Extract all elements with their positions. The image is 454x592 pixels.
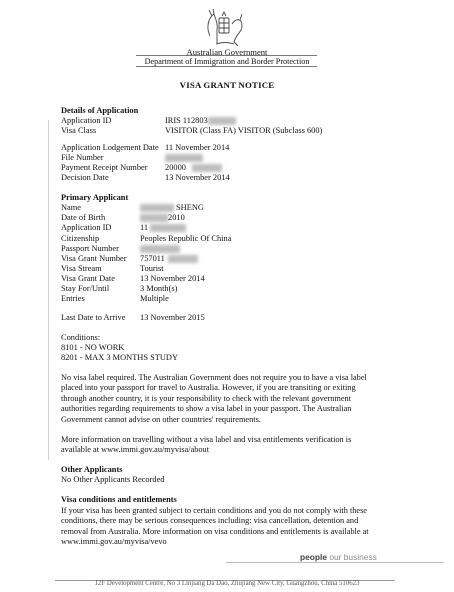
paragraph-line: Government cannot advise on other countries' requirements.	[61, 414, 261, 424]
footer-divider	[226, 562, 444, 563]
other-applicants-heading: Other Applicants	[61, 465, 123, 474]
visa-class-value: VISITOR (Class FA) VISITOR (Subclass 600)	[165, 126, 323, 135]
redaction	[165, 154, 203, 162]
page-title: VISA GRANT NOTICE	[179, 80, 275, 90]
payment-receipt-value: 20000	[165, 163, 186, 172]
footer-brand	[300, 552, 377, 562]
paragraph-line: through another country, it is your responsibility to check with the relevant government	[61, 393, 352, 403]
more-info-paragraph	[61, 435, 401, 456]
lodgement-date-label: Application Lodgement Date	[61, 143, 159, 152]
name-label: Name	[61, 203, 81, 212]
entries-value: Multiple	[140, 294, 169, 303]
application-id-value: IRIS 112803	[165, 116, 208, 125]
file-number-label: File Number	[61, 153, 104, 162]
paragraph-line: More information on travelling without a visa label and visa entitlements verification is	[61, 435, 352, 444]
redaction	[140, 214, 168, 222]
citizenship-label: Citizenship	[61, 234, 100, 243]
visa-class-label: Visa Class	[61, 126, 97, 135]
primary-application-id-label: Application ID	[61, 223, 112, 232]
entries-label: Entries	[61, 294, 85, 303]
conditions-heading: Conditions:	[61, 333, 101, 342]
paragraph-line: If your visa has been granted subject to certain conditions and you do not comply with these	[61, 506, 367, 515]
brand-tagline: our business	[329, 552, 377, 562]
footer-address: 12F Development Centre, No 3 Linjiang Da Dao, Zhujiang New City, Guangzhou, China 510623	[94, 580, 360, 587]
dob-label: Date of Birth	[61, 213, 106, 222]
last-date-label: Last Date to Arrive	[61, 313, 126, 322]
visa-stream-label: Visa Stream	[61, 264, 102, 273]
paragraph-line: conditions, there may be serious consequences including: visa cancellation, detention and	[61, 516, 359, 526]
details-heading: Details of Application	[61, 106, 139, 115]
passport-number-label: Passport Number	[61, 244, 119, 253]
visa-grant-date-value: 13 November 2014	[140, 274, 205, 283]
paragraph-line: removal from Australia. More information on visa conditions and entitlements is available at	[61, 526, 369, 536]
condition-item: 8101 - NO WORK	[61, 343, 125, 352]
decision-date-label: Decision Date	[61, 173, 109, 182]
department-name: Department of Immigration and Border Protection	[144, 57, 310, 66]
visa-grant-number-value: 757011	[140, 254, 165, 263]
redaction	[140, 245, 180, 253]
dob-value: 2010	[168, 213, 185, 222]
scan-edge-line	[48, 120, 49, 460]
payment-receipt-label: Payment Receipt Number	[61, 163, 148, 172]
redaction	[168, 255, 198, 263]
decision-date-value: 13 November 2014	[165, 173, 230, 182]
paragraph-line: available at www.immi.gov.au/myvisa/about	[61, 445, 210, 455]
last-date-value: 13 November 2015	[140, 313, 205, 322]
header-rule-bottom	[136, 66, 317, 67]
stay-value: 3 Month(s)	[140, 284, 178, 293]
entitlements-paragraph	[61, 506, 401, 548]
visa-stream-value: Tourist	[140, 264, 164, 273]
brand-word: people	[300, 552, 327, 562]
paragraph-line: placed into your passport for travel to Australia. However, if you are transiting or exiting	[61, 383, 356, 393]
visa-grant-number-label: Visa Grant Number	[61, 254, 127, 263]
paragraph-line: authorities regarding requirements to show a visa label in your passport. The Australian	[61, 404, 352, 414]
coat-of-arms-icon	[196, 6, 252, 50]
stay-label: Stay For/Until	[61, 284, 110, 293]
redaction	[140, 204, 174, 212]
name-value: SHENG	[176, 203, 204, 212]
other-applicants-text: No Other Applicants Recorded	[61, 475, 165, 484]
visa-label-paragraph	[61, 373, 401, 425]
redaction	[150, 224, 186, 232]
primary-applicant-heading: Primary Applicant	[61, 193, 129, 202]
lodgement-date-value: 11 November 2014	[165, 143, 230, 152]
redaction	[192, 164, 222, 172]
condition-item: 8201 - MAX 3 MONTHS STUDY	[61, 353, 179, 362]
primary-application-id-value: 11	[140, 223, 149, 232]
entitlements-heading: Visa conditions and entitlements	[61, 495, 177, 504]
government-name: Australian Government	[186, 47, 268, 57]
paragraph-line: www.immi.gov.au/myvisa/vevo	[61, 537, 167, 547]
header-rule	[136, 55, 317, 56]
paragraph-line: No visa label required. The Australian Government does not require you to have a visa label	[61, 373, 367, 382]
visa-grant-date-label: Visa Grant Date	[61, 274, 115, 283]
citizenship-value: Peoples Republic Of China	[140, 234, 232, 243]
redaction	[208, 117, 236, 125]
application-id-label: Application ID	[61, 116, 112, 125]
